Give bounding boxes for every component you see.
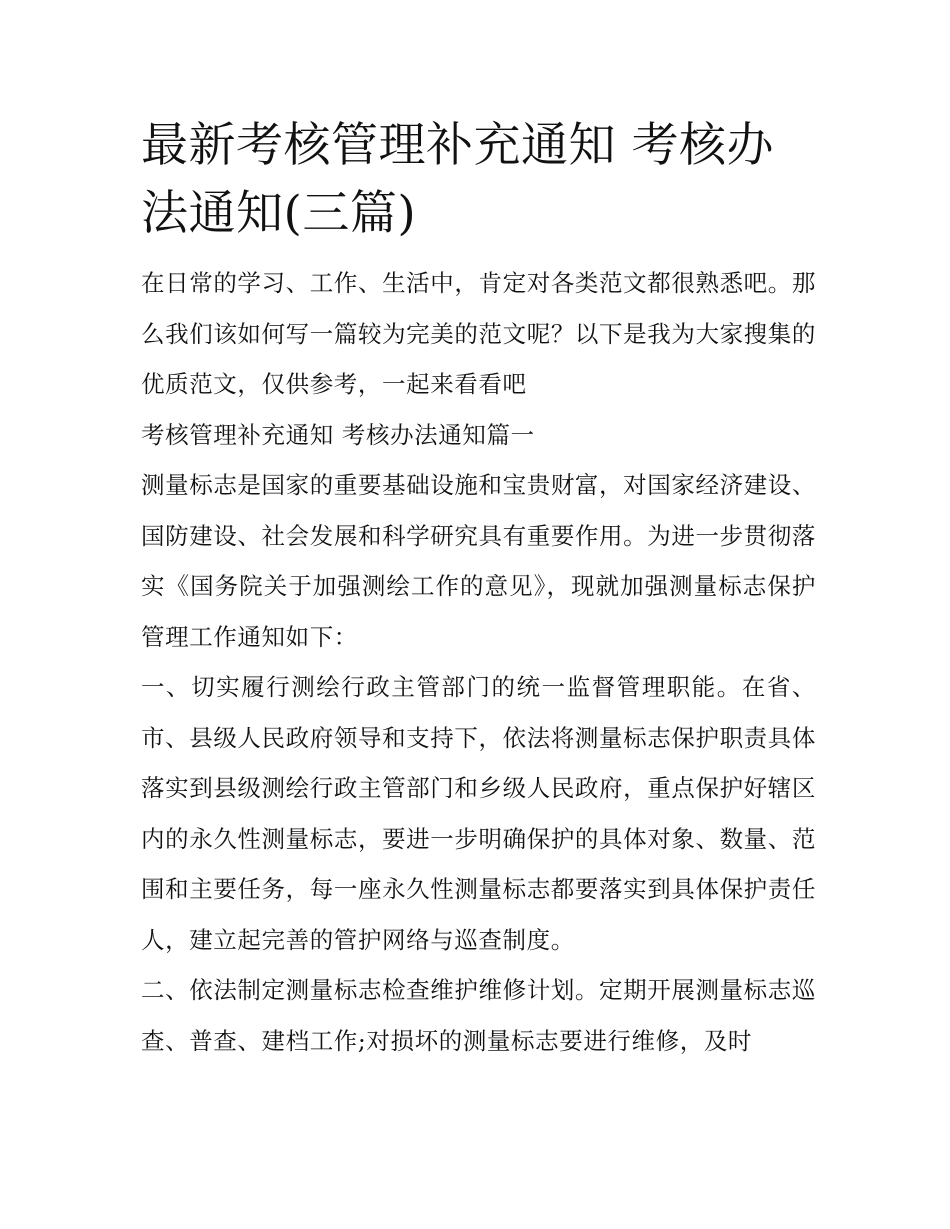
- body-paragraph: 二、依法制定测量标志检查维护维修计划。定期开展测量标志巡查、普查、建档工作;对损坏的测量标志要进行维修，及时: [141, 976, 816, 1055]
- body-paragraph: 一、切实履行测绘行政主管部门的统一监督管理职能。在省、市、县级人民政府领导和支持下，依法将测量标志保护职责具体落实到县级测绘行政主管部门和乡级人民政府，重点保护好辖区内的永久性测量标志，要进一步明确保护的具体对象、数量、范围和主要任务，每一座永久性测量标志都要落实到具体保护责任人，建立起完善的管护网络与巡查制度。: [141, 673, 816, 954]
- document-body: [141, 258, 816, 1066]
- intro-paragraph: 在日常的学习、工作、生活中，肯定对各类范文都很熟悉吧。那么我们该如何写一篇较为完美的范文呢？以下是我为大家搜集的优质范文，仅供参考，一起来看看吧: [141, 269, 816, 398]
- section-heading: 考核管理补充通知 考核办法通知篇一: [141, 420, 535, 449]
- body-paragraph: 测量标志是国家的重要基础设施和宝贵财富，对国家经济建设、国防建设、社会发展和科学研究具有重要作用。为进一步贯彻落实《国务院关于加强测绘工作的意见》，现就加强测量标志保护管理工作通知如下：: [141, 471, 816, 651]
- document-title: 最新考核管理补充通知 考核办法通知(三篇): [141, 118, 774, 241]
- document-content: [141, 112, 816, 1066]
